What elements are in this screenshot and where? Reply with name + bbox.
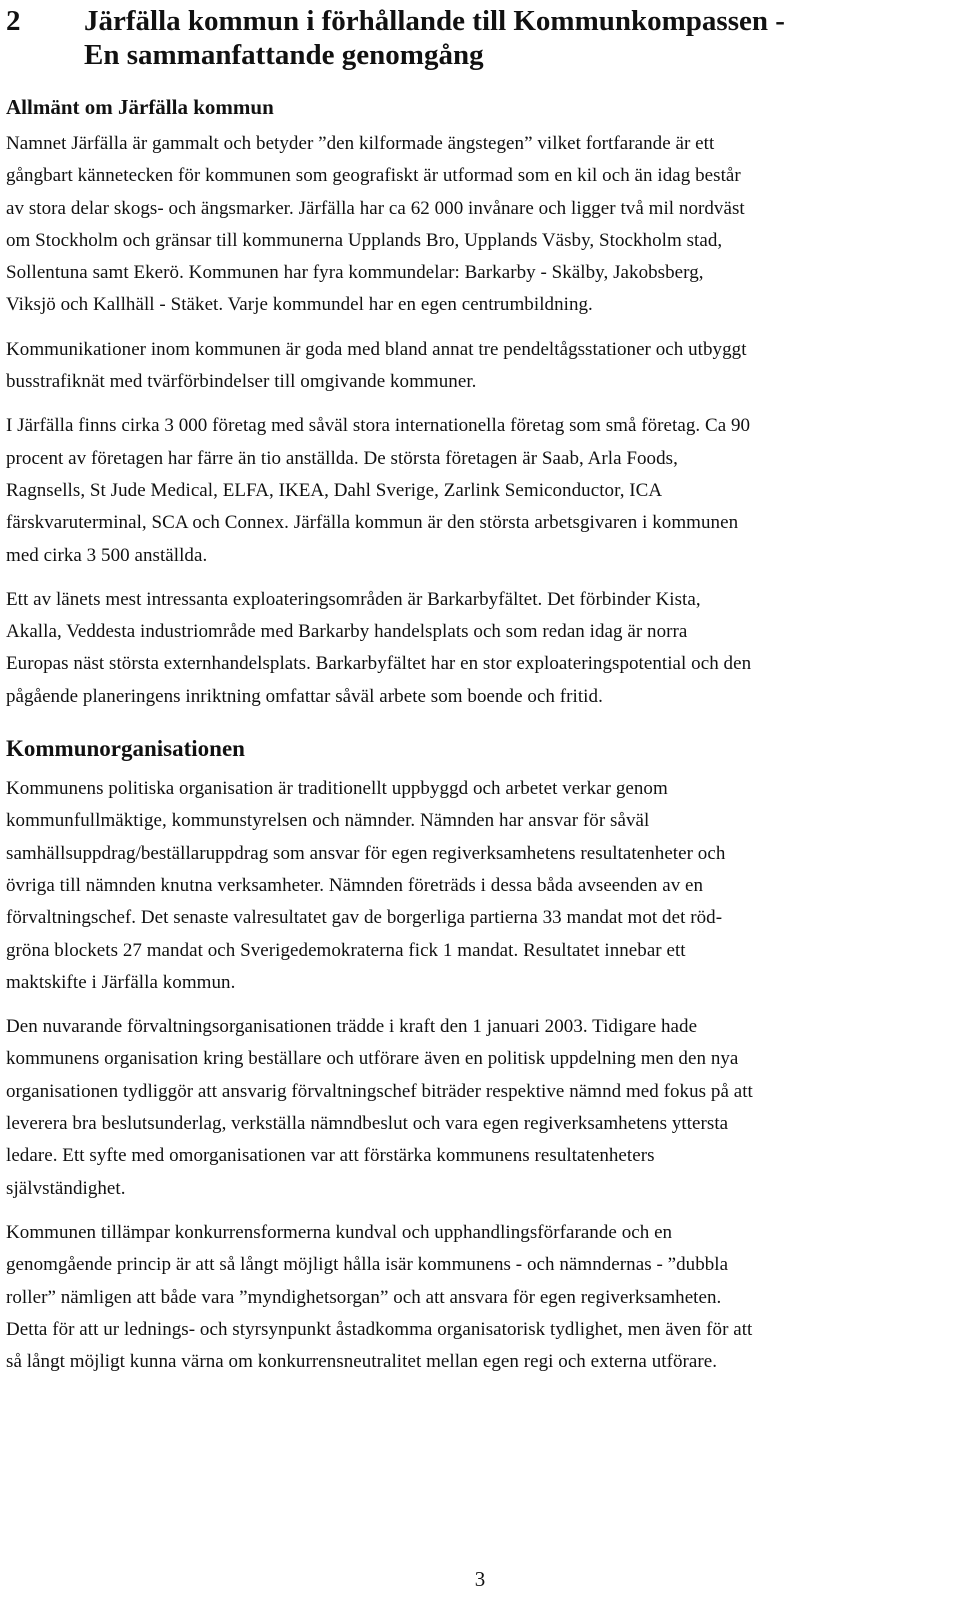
text-line: kommunfullmäktige, kommunstyrelsen och nämnder. Nämnden har ansvar för såväl [6,810,650,832]
text-line: kommunens organisation kring beställare och utförare även en politisk uppdelning men den nya [6,1048,739,1070]
text-line: Akalla, Veddesta industriområde med Barkarby handelsplats och som redan idag är norra [6,621,688,643]
text-line: samhällsuppdrag/beställaruppdrag som ansvar för egen regiverksamhetens resultatenheter och [6,842,726,864]
text-line: procent av företagen har färre än tio anställda. De största företagen är Saab, Arla Foods, [6,447,678,469]
text-line: Den nuvarande förvaltningsorganisationen trädde i kraft den 1 januari 2003. Tidigare hade [6,1016,698,1038]
paragraph [6,1217,954,1378]
text-line: Kommunikationer inom kommunen är goda med bland annat tre pendeltågsstationer och utbyggt [6,338,747,360]
text-line: Namnet Järfälla är gammalt och betyder ”den kilformade ängstegen” vilket fortfarande är ett [6,133,715,154]
text-line: gångbart kännetecken för kommunen som geografiskt är utformad som en kil och än idag består [6,165,741,187]
text-line: I Järfälla finns cirka 3 000 företag med såväl stora internationella företag som små företag. Ca 90 [6,415,751,437]
paragraph [6,1011,954,1205]
text-line: om Stockholm och gränsar till kommunerna Upplands Bro, Upplands Väsby, Stockholm stad, [6,229,723,251]
chapter-number: 2 [6,5,21,37]
text-line: Sollentuna samt Ekerö. Kommunen har fyra kommundelar: Barkarby - Skälby, Jakobsberg, [6,262,704,284]
paragraph [6,410,954,571]
text-line: av stora delar skogs- och ängsmarker. Järfälla har ca 62 000 invånare och ligger två mil nordväst [6,197,745,219]
text-line: gröna blockets 27 mandat och Sverigedemokraterna fick 1 mandat. Resultatet innebar ett [6,939,686,961]
text-line: maktskifte i Järfälla kommun. [6,971,236,993]
text-line: Detta för att ur lednings- och styrsynpunkt åstadkomma organisatorisk tydlighet, men även för att [6,1318,753,1340]
paragraph [6,128,954,322]
paragraph [6,773,954,999]
text-line: Kommunen tillämpar konkurrensformerna kundval och upphandlingsförfarande och en [6,1221,673,1243]
chapter-title-line: Järfälla kommun i förhållande till Kommunkompassen - [84,5,785,37]
chapter-title-line: En sammanfattande genomgång [84,39,484,71]
paragraph [6,584,954,713]
text-line: färskvaruterminal, SCA och Connex. Järfälla kommun är den största arbetsgivaren i kommunen [6,512,739,534]
text-line: så långt möjligt kunna värna om konkurrensneutralitet mellan egen regi och externa utförare. [6,1351,718,1373]
text-line: självständighet. [6,1177,126,1199]
text-line: övriga till nämnden knutna verksamheter. Nämnden företräds i dessa båda avseenden av en [6,874,704,896]
text-line: genomgående princip är att så långt möjligt hålla isär kommunens - och nämndernas - ”dubbla [6,1254,729,1276]
page-number: 3 [474,1567,486,1591]
text-line: Ett av länets mest intressanta exploateringsområden är Barkarbyfältet. Det förbinder Kista, [6,588,701,610]
text-line: busstrafiknät med tvärförbindelser till omgivande kommuner. [6,371,477,393]
text-line: förvaltningschef. Det senaste valresultatet gav de borgerliga partierna 33 mandat mot det röd- [6,907,723,929]
chapter-title [84,4,954,72]
section-heading-general: Allmänt om Järfälla kommun [6,95,274,119]
text-line: Europas näst största externhandelsplats. Barkarbyfältet har en stor exploateringspotential och den [6,653,752,675]
text-line: Viksjö och Kallhäll - Stäket. Varje kommundel har en egen centrumbildning. [6,294,593,316]
chapter-heading [6,4,954,72]
text-line: organisationen tydliggör att ansvarig förvaltningschef biträder respektive nämnd med fokus på att [6,1080,753,1102]
text-line: roller” nämligen att både vara ”myndighetsorgan” och att ansvara för egen regiverksamheten. [6,1286,722,1308]
text-line: Kommunens politiska organisation är traditionellt uppbyggd och arbetet verkar genom [6,778,668,800]
text-line: med cirka 3 500 anställda. [6,544,208,566]
text-line: pågående planeringens inriktning omfattar såväl arbete som boende och fritid. [6,685,603,707]
paragraph [6,334,954,399]
text-line: Ragnsells, St Jude Medical, ELFA, IKEA, Dahl Sverige, Zarlink Semiconductor, ICA [6,479,663,501]
document-page [6,0,954,1591]
text-line: leverera bra beslutsunderlag, verkställa nämndbeslut och vara egen regiverksamhetens yttersta [6,1113,729,1135]
text-line: ledare. Ett syfte med omorganisationen var att förstärka kommunens resultatenheters [6,1145,655,1167]
section-heading-organisation: Kommunorganisationen [6,736,245,762]
